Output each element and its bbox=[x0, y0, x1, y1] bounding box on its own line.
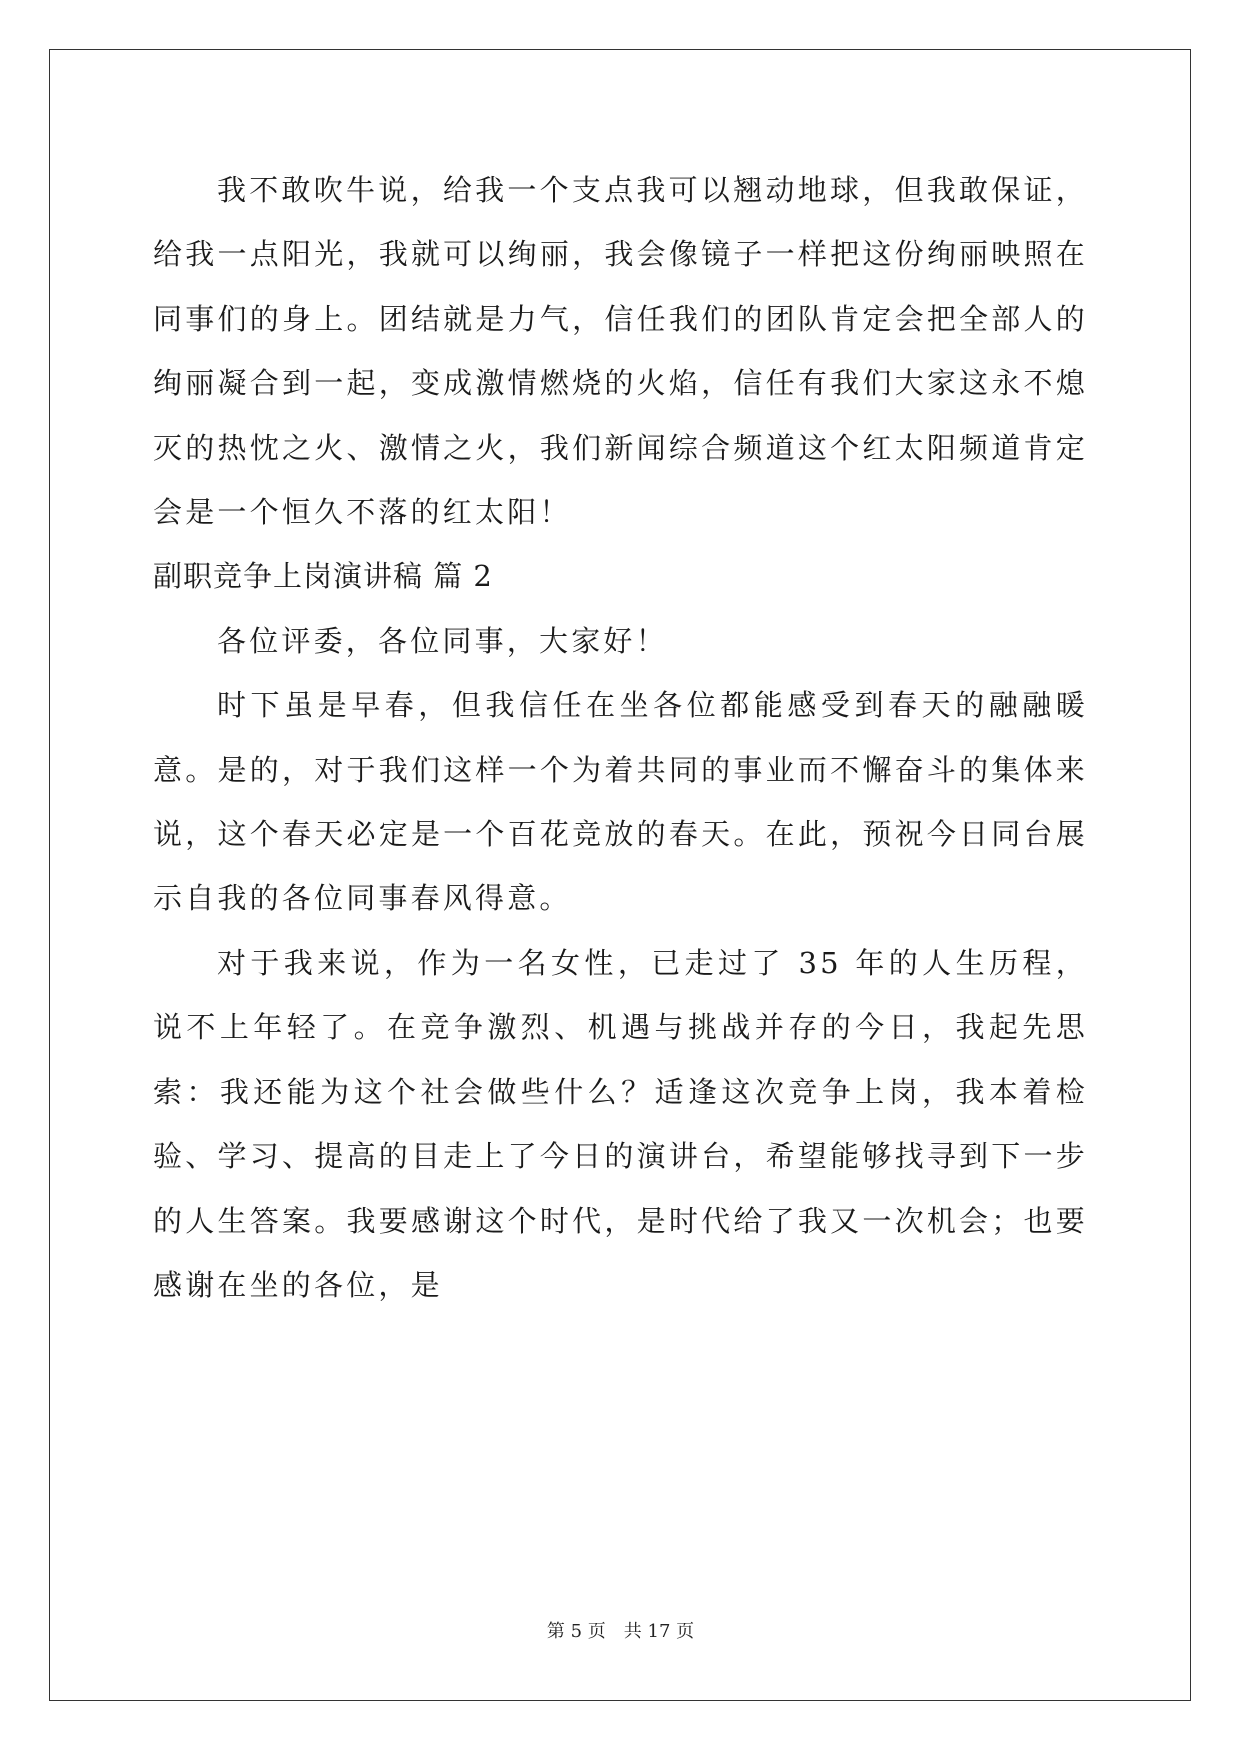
page-footer bbox=[0, 1617, 1241, 1643]
paragraph-self-intro: 对于我来说，作为一名女性，已走过了 35 年的人生历程，说不上年轻了。在竞争激烈、机遇与挑战并存的今日，我起先思索：我还能为这个社会做些什么？适逢这次竞争上岗，我本着检验、学习、提高的目走上了今日的演讲台，希望能够找寻到下一步的人生答案。我要感谢这个时代，是时代给了我又一次机会；也要感谢在坐的各位，是 bbox=[153, 945, 1088, 1302]
page-total: 共 17 页 bbox=[623, 1621, 695, 1642]
page-number: 第 5 页 bbox=[546, 1621, 606, 1642]
section-heading: 副职竞争上岗演讲稿 篇 2 bbox=[153, 559, 493, 594]
paragraph-spring: 时下虽是早春，但我信任在坐各位都能感受到春天的融融暖意。是的，对于我们这样一个为着共同的事业而不懈奋斗的集体来说，这个春天必定是一个百花竞放的春天。在此，预祝今日同台展示自我的各位同事春风得意。 bbox=[153, 688, 1088, 916]
document-body bbox=[153, 158, 1088, 1317]
paragraph-greeting: 各位评委，各位同事，大家好！ bbox=[217, 623, 668, 658]
paragraph-conclusion: 我不敢吹牛说，给我一个支点我可以翘动地球，但我敢保证，给我一点阳光，我就可以绚丽，我会像镜子一样把这份绚丽映照在同事们的身上。团结就是力气，信任我们的团队肯定会把全部人的绚丽凝合到一起，变成激情燃烧的火焰，信任有我们大家这永不熄灭的热忱之火、激情之火，我们新闻综合频道这个红太阳频道肯定会是一个恒久不落的红太阳！ bbox=[153, 173, 1088, 530]
